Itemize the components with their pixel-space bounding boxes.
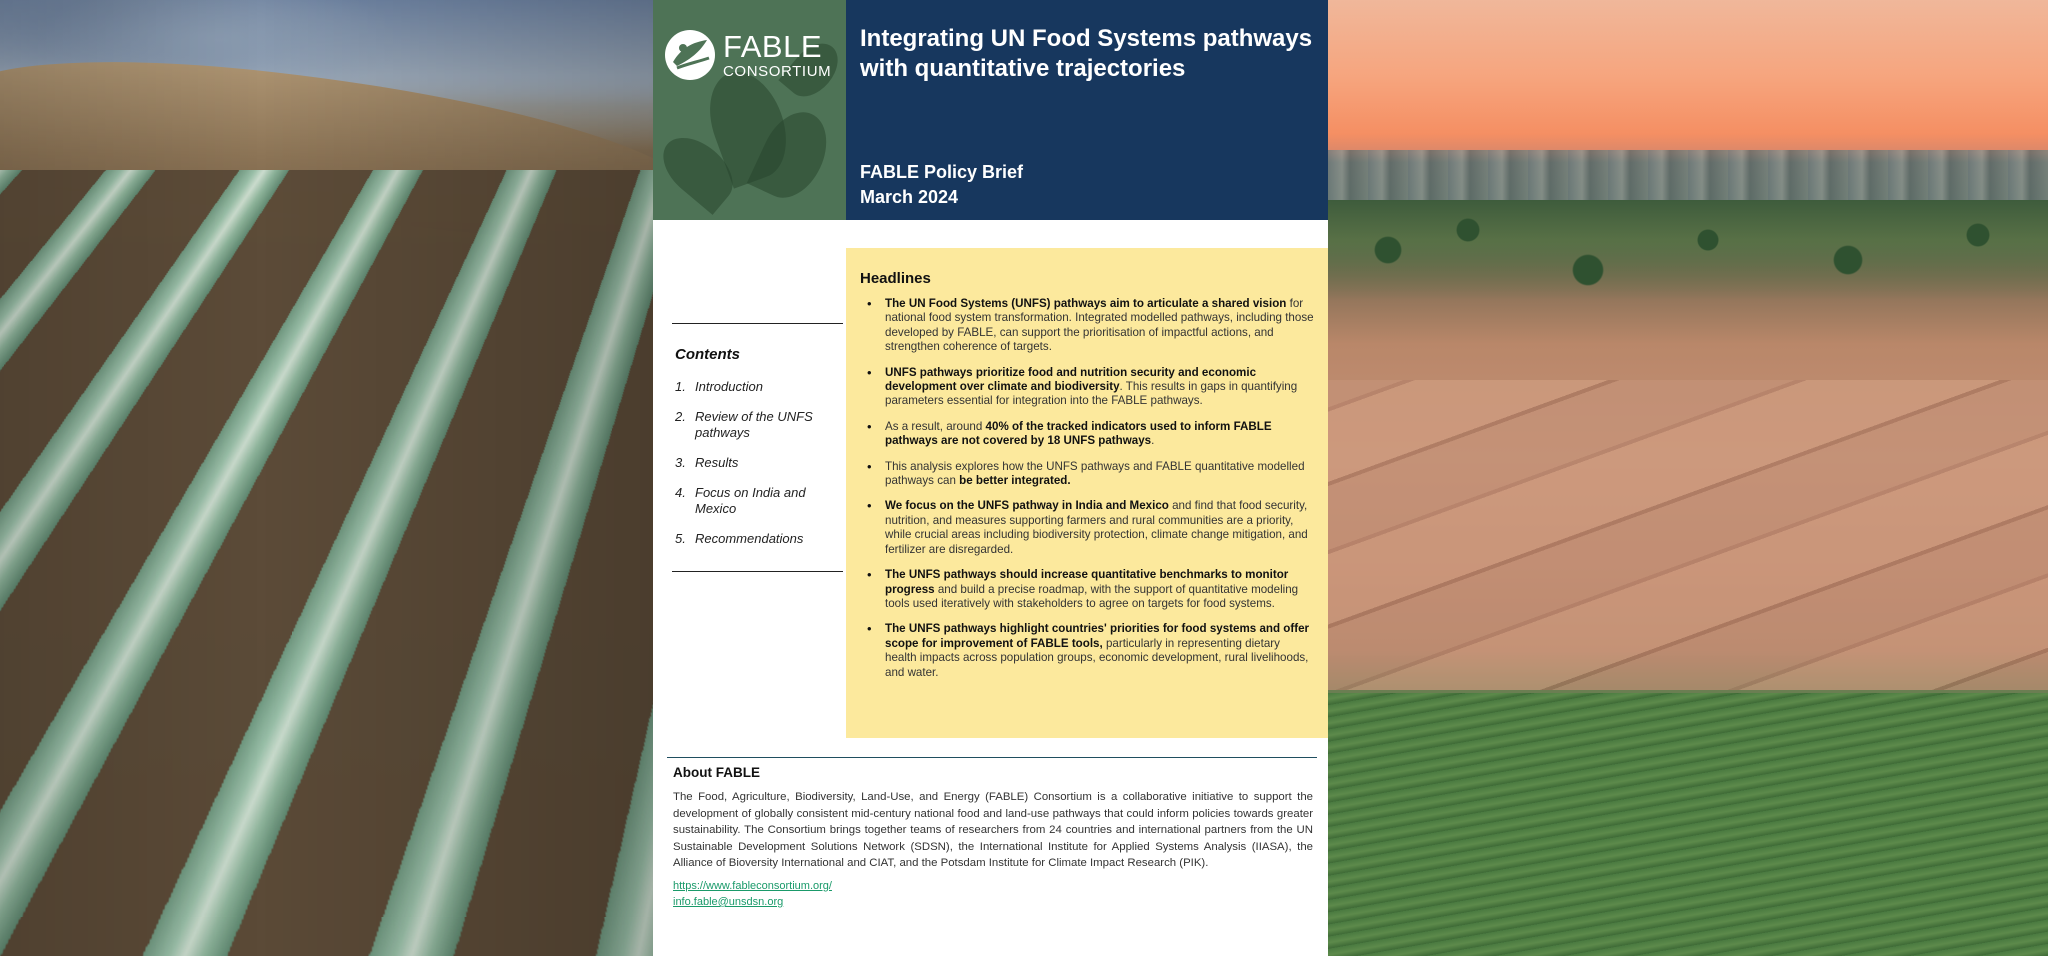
about-section — [667, 757, 1317, 910]
contents-item[interactable] — [675, 409, 843, 441]
contents-item-number: 1. — [675, 379, 686, 394]
headline-item — [860, 297, 1314, 355]
table-of-contents — [672, 323, 843, 572]
contents-item-label: Focus on India and Mexico — [695, 485, 806, 516]
brief-type: FABLE Policy Brief — [860, 162, 1024, 182]
headline-item — [860, 366, 1314, 409]
headline-text: . This results in gaps in quantifying parameters essential for integration into the FABLE pathways. — [885, 380, 1298, 408]
about-body: The Food, Agriculture, Biodiversity, Land-Use, and Energy (FABLE) Consortium is a collaborative initiative to support the development of globally consistent mid-century national food and land-use pathways that could inform policies towards greater sustainability. The Consortium brings together teams of researchers from 24 countries and international partners from the UN Sustainable Development Solutions Network (SDSN), the International Institute for Applied Systems Analysis (IIASA), the Alliance of Bioversity International and CIAT, and the Potsdam Institute for Climate Impact Research (PIK). — [673, 791, 1313, 870]
logo-panel — [653, 0, 846, 220]
headline-text: This analysis explores how the UNFS pathways and FABLE quantitative modelled pathways can — [885, 459, 1305, 488]
contents-item[interactable] — [675, 379, 843, 395]
contents-item-label: Introduction — [695, 379, 763, 394]
headline-text: particularly in representing dietary health impacts across population groups, economic development, rural livelihoods, and water. — [885, 636, 1309, 679]
headline-bold: be better integrated. — [959, 474, 1071, 488]
headline-bold: The UNFS pathways highlight countries' priorities for food systems and offer scope for improvement of FABLE tools, — [885, 622, 1310, 650]
headline-item — [860, 622, 1314, 680]
headline-item — [860, 460, 1314, 489]
headline-bold: 40% of the tracked indicators used to inform FABLE pathways are not covered by 18 UNFS pathways — [885, 419, 1272, 448]
headline-bold: UNFS pathways prioritize food and nutrition security and economic development over climate and biodiversity — [885, 365, 1257, 394]
contents-item-number: 3. — [675, 455, 686, 470]
farmland-sunset-photo — [1328, 0, 2048, 956]
contents-item[interactable] — [675, 455, 843, 471]
logo-name: FABLE — [723, 29, 822, 64]
document-subtitle — [860, 160, 1023, 210]
policy-brief-page — [653, 0, 1328, 956]
fable-logo-icon — [663, 28, 717, 82]
headline-bold: We focus on the UNFS pathway in India and Mexico — [885, 499, 1169, 513]
tree-line — [1328, 200, 2048, 300]
about-heading: About FABLE — [673, 765, 760, 780]
email-link[interactable]: info.fable@unsdsn.org — [673, 895, 784, 908]
headline-bold: The UNFS pathways should increase quantitative benchmarks to monitor progress — [885, 568, 1289, 596]
contents-item-label: Results — [695, 455, 739, 470]
headline-text: for national food system transformation. Integrated modelled pathways, including those developed by FABLE, can support the prioritisation of impactful actions, and strengthen coherence of targets. — [885, 297, 1314, 354]
brief-date: March 2024 — [860, 187, 959, 207]
fable-logo[interactable] — [663, 28, 831, 82]
contents-item[interactable] — [675, 485, 843, 517]
contents-heading: Contents — [675, 346, 740, 363]
headline-bold: The UN Food Systems (UNFS) pathways aim to articulate a shared vision — [885, 297, 1287, 310]
headline-item — [860, 568, 1314, 611]
title-panel — [846, 0, 1328, 220]
photo-shade — [0, 0, 653, 956]
headline-text: and find that food security, nutrition, and measures supporting farmers and rural communities are a priority, while crucial areas including biodiversity protection, climate change mitigation, and fertilizer are disregarded. — [885, 499, 1308, 556]
headline-text: and build a precise roadmap, with the support of quantitative modeling tools used iteratively with stakeholders to agree on targets for food systems. — [885, 582, 1299, 610]
headline-text: . — [1151, 434, 1155, 448]
headline-text: As a result, around — [885, 419, 986, 433]
contents-item-label: Recommendations — [695, 531, 804, 546]
green-crop-field — [1328, 690, 2048, 956]
document-title: Integrating UN Food Systems pathways with quantitative trajectories — [860, 25, 1313, 82]
agave-field-photo — [0, 0, 653, 956]
contents-item-number: 2. — [675, 409, 686, 424]
contents-item-label: Review of the UNFS pathways — [695, 409, 813, 440]
contents-item-number: 5. — [675, 531, 686, 546]
logo-subtitle: CONSORTIUM — [723, 63, 832, 80]
website-link[interactable]: https://www.fableconsortium.org/ — [673, 879, 832, 892]
headlines-box — [846, 248, 1328, 738]
headline-item — [860, 499, 1314, 557]
field-plots — [1328, 380, 2048, 720]
contents-item[interactable] — [675, 531, 843, 547]
contents-item-number: 4. — [675, 485, 686, 500]
headlines-heading: Headlines — [860, 270, 931, 287]
headline-item — [860, 420, 1314, 449]
